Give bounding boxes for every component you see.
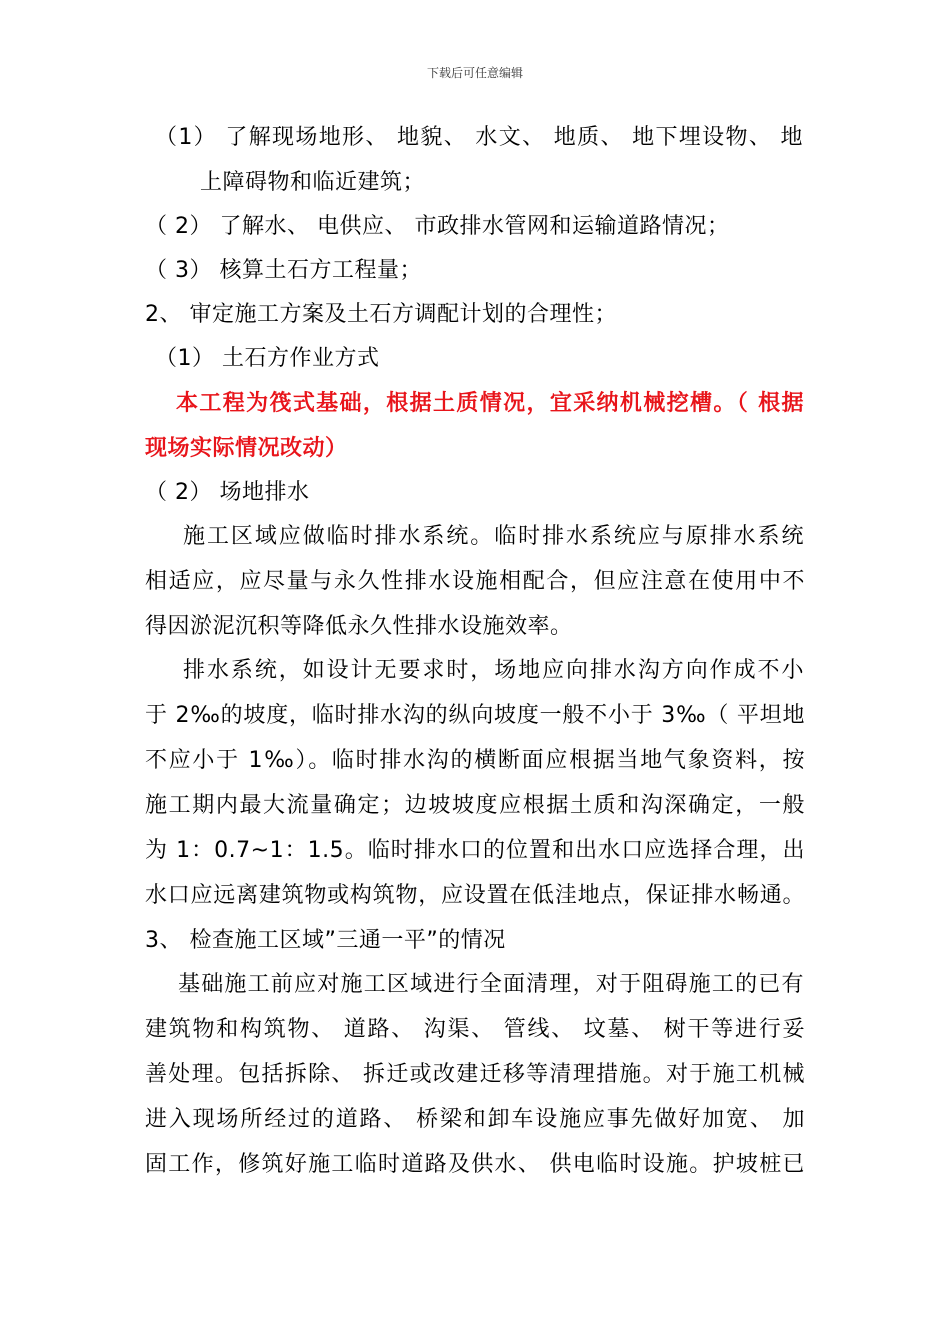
text-line: （ 3） 核算土石方工程量； [145,258,422,283]
text-line: 上障碍物和临近建筑； [200,170,426,195]
highlight-line: 现场实际情况改动） [145,436,348,461]
text-line: 进入现场所经过的道路、 桥梁和卸车设施应事先做好加宽、 加 [145,1107,805,1132]
text-line: 得因淤泥沉积等降低永久性排水设施效率。 [145,614,573,639]
text-line: 于 2‰的坡度，临时排水沟的纵向坡度一般不小于 3‰（ 平坦地 [145,703,805,728]
text-line: 施工区域应做临时排水系统。临时排水系统应与原排水系统 [183,524,804,549]
text-line: 固工作，修筑好施工临时道路及供水、 供电临时设施。护坡桩已 [145,1152,805,1177]
text-line: 不应小于 1‰）。临时排水沟的横断面应根据当地气象资料，按 [145,748,805,773]
section-heading: 3、 检查施工区域”三通一平”的情况 [145,928,506,953]
text-line: 排水系统，如设计无要求时，场地应向排水沟方向作成不小 [183,658,804,683]
text-line: （ 2） 了解水、 电供应、 市政排水管网和运输道路情况； [145,214,730,239]
text-line: 相适应，应尽量与永久性排水设施相配合，但应注意在使用中不 [145,569,805,594]
text-line: （1） 土石方作业方式 [155,346,380,371]
page-header-note: 下载后可任意编辑 [426,66,523,80]
text-line: （1） 了解现场地形、 地貌、 水文、 地质、 地下埋设物、 地 [155,125,803,150]
text-line: 施工期内最大流量确定；边坡坡度应根据土质和沟深确定，一般 [145,793,805,818]
text-line: 水口应远离建筑物或构筑物，应设置在低洼地点，保证排水畅通。 [145,883,805,908]
text-line: 基础施工前应对施工区域进行全面清理，对于阻碍施工的已有 [178,972,804,997]
text-line: 为 1：0.7~1：1.5。临时排水口的位置和出水口应选择合理，出 [145,838,805,863]
text-line: （ 2） 场地排水 [145,480,310,505]
text-line: 建筑物和构筑物、 道路、 沟渠、 管线、 坟墓、 树干等进行妥 [145,1017,805,1042]
highlight-line: 本工程为筏式基础，根据土质情况，宜采纳机械挖槽。（ 根据 [176,391,804,416]
section-heading: 2、 审定施工方案及土石方调配计划的合理性； [145,302,617,327]
text-line: 善处理。包括拆除、 拆迁或改建迁移等清理措施。对于施工机械 [145,1062,805,1087]
